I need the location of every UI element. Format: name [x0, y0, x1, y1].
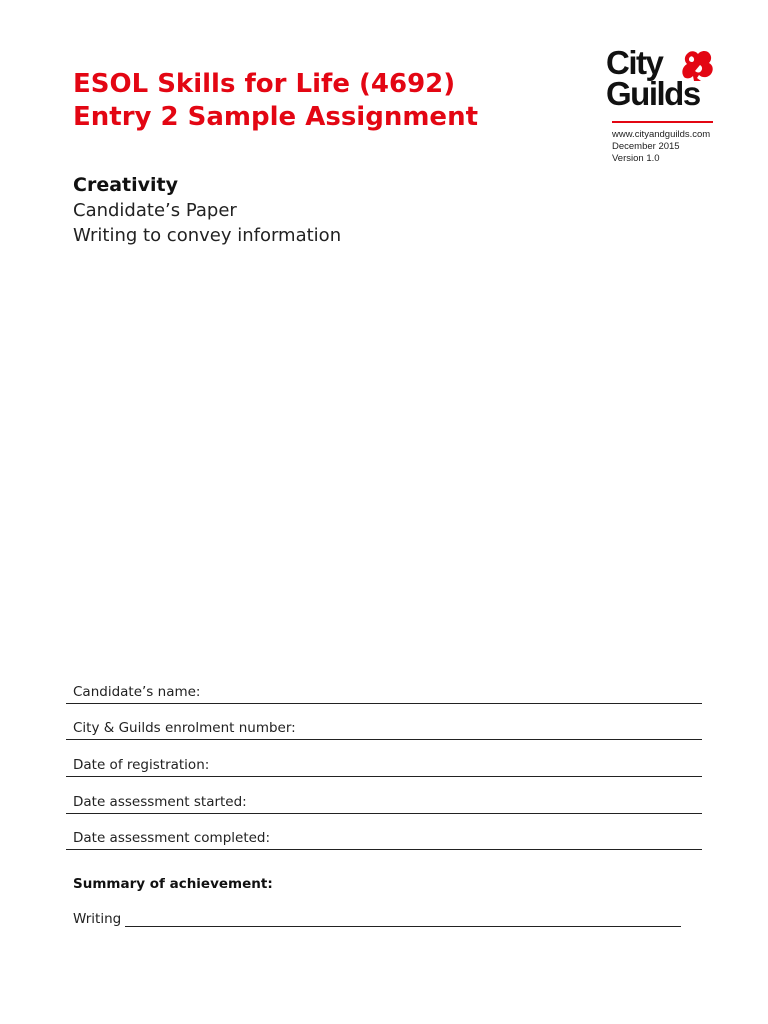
- summary-heading: Summary of achievement:: [73, 876, 273, 892]
- enrolment-number-field[interactable]: [66, 704, 702, 741]
- logo-word-guilds: Guilds: [606, 75, 700, 112]
- subject-block: [73, 172, 341, 248]
- website-text: www.cityandguilds.com: [612, 129, 711, 140]
- registration-date-field[interactable]: [66, 740, 702, 777]
- title-line-1: ESOL Skills for Life (4692): [73, 69, 456, 99]
- city-and-guilds-logo: [606, 46, 716, 118]
- logo-underline: [612, 121, 713, 123]
- document-meta: [612, 129, 710, 165]
- document-title: [73, 68, 478, 134]
- title-line-2: Entry 2 Sample Assignment: [73, 102, 479, 132]
- writing-result-line[interactable]: [125, 912, 681, 927]
- paper-label: Candidate’s Paper: [73, 200, 237, 221]
- assessment-started-field[interactable]: [66, 777, 702, 814]
- candidate-name-field[interactable]: [66, 667, 702, 704]
- writing-result-row: [73, 911, 681, 927]
- field-label: Date of registration:: [73, 757, 210, 774]
- date-text: December 2015: [612, 141, 680, 152]
- task-label: Writing to convey information: [73, 225, 342, 246]
- version-text: Version 1.0: [612, 153, 660, 164]
- logo-word-city: City: [606, 44, 663, 81]
- field-label: Date assessment started:: [73, 793, 247, 810]
- lion-ampersand-icon: [678, 47, 716, 83]
- candidate-details-form: [66, 667, 702, 850]
- field-label: Date assessment completed:: [73, 830, 271, 847]
- field-label: City & Guilds enrolment number:: [73, 720, 296, 737]
- writing-label: Writing: [73, 911, 122, 927]
- subject-title: Creativity: [73, 174, 178, 196]
- field-label: Candidate’s name:: [73, 683, 201, 700]
- assessment-completed-field[interactable]: [66, 814, 702, 851]
